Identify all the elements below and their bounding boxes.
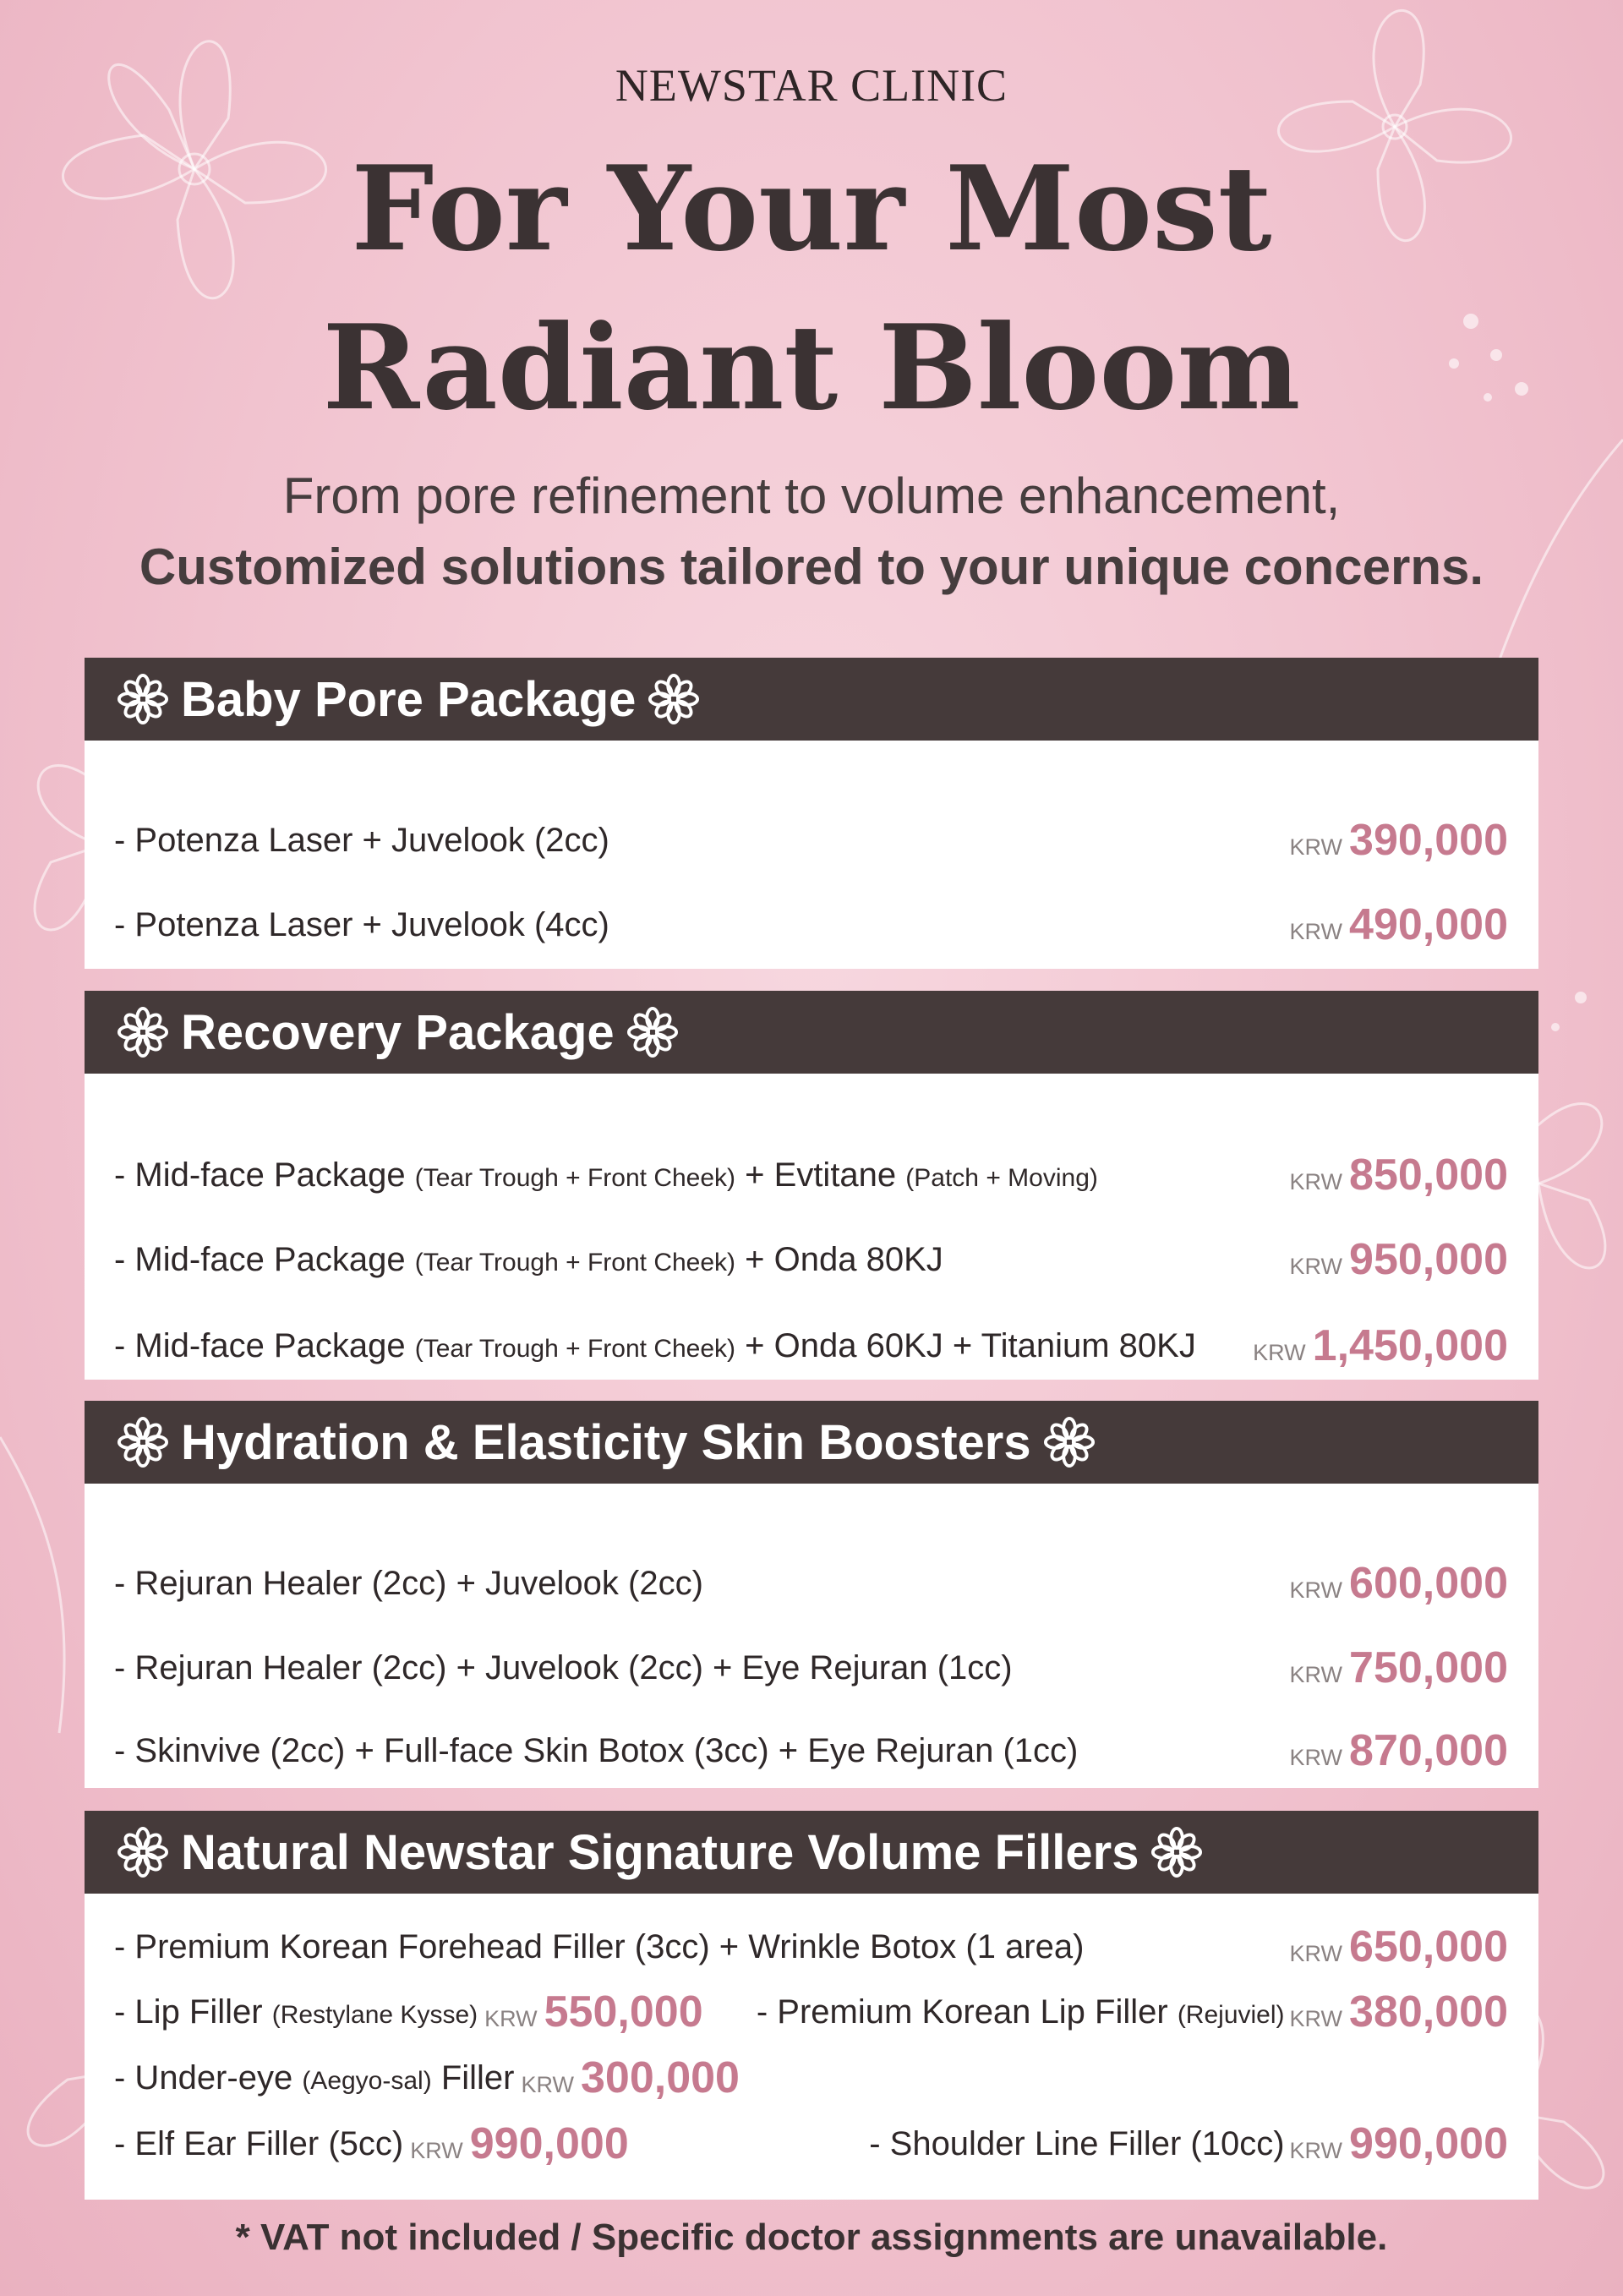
item-note: (Tear Trough + Front Cheek) bbox=[414, 1248, 736, 1276]
filler-line bbox=[114, 1980, 1508, 2044]
list-item bbox=[114, 1636, 1508, 1700]
item-name: - Rejuran Healer (2cc) + Juvelook (2cc) bbox=[114, 1564, 703, 1602]
section-body-volume-fillers bbox=[85, 1894, 1538, 2200]
item-name bbox=[114, 2059, 514, 2097]
section-body-skin-boosters bbox=[85, 1484, 1538, 1788]
item-name: - Potenza Laser + Juvelook (2cc) bbox=[114, 821, 609, 859]
price-amount: 600,000 bbox=[1349, 1559, 1508, 1608]
price-amount: 1,450,000 bbox=[1312, 1321, 1508, 1370]
list-item bbox=[114, 893, 1508, 957]
price-amount: 990,000 bbox=[1349, 2119, 1508, 2168]
item-name bbox=[114, 1993, 478, 2031]
price-amount: 990,000 bbox=[469, 2119, 629, 2168]
filler-line bbox=[114, 2112, 1508, 2176]
item-name: - Shoulder Line Filler (10cc) bbox=[869, 2124, 1285, 2162]
item-price bbox=[1290, 1643, 1508, 1693]
currency-label: KRW bbox=[484, 2006, 538, 2031]
headline-line-2: Radiant Bloom bbox=[322, 298, 1301, 436]
section-body-recovery bbox=[85, 1074, 1538, 1380]
flower-icon bbox=[117, 1826, 169, 1878]
item-name-part: + Evtitane bbox=[735, 1156, 906, 1194]
item-note: (Patch + Moving) bbox=[905, 1163, 1098, 1192]
item-name-part: - Under-eye bbox=[114, 2058, 303, 2096]
flower-icon bbox=[117, 673, 169, 725]
item-price bbox=[1290, 1558, 1508, 1609]
list-item bbox=[114, 1227, 1508, 1292]
item-name: - Elf Ear Filler (5cc) bbox=[114, 2124, 404, 2162]
section-title: Baby Pore Package bbox=[181, 671, 637, 727]
list-item bbox=[114, 1551, 1508, 1615]
section-body-baby-pore bbox=[85, 741, 1538, 969]
currency-label: KRW bbox=[1289, 1662, 1343, 1687]
item-price bbox=[521, 2053, 739, 2103]
currency-label: KRW bbox=[1289, 1577, 1343, 1603]
item-note: (Restylane Kysse) bbox=[271, 2000, 478, 2029]
item-note: (Tear Trough + Front Cheek) bbox=[414, 1334, 736, 1363]
headline-line-1: For Your Most bbox=[351, 139, 1272, 277]
item-note: (Rejuviel) bbox=[1177, 2000, 1285, 2029]
item-name: - Skinvive (2cc) + Full-face Skin Botox (3cc) + Eye Rejuran (1cc) bbox=[114, 1731, 1079, 1769]
flower-icon bbox=[1043, 1416, 1096, 1468]
item-name-part: - Premium Korean Lip Filler bbox=[756, 1993, 1178, 2031]
price-amount: 390,000 bbox=[1349, 816, 1508, 865]
item-name bbox=[114, 1327, 1196, 1365]
item-price bbox=[1290, 1922, 1508, 1972]
price-amount: 550,000 bbox=[544, 1987, 703, 2036]
item-name: - Rejuran Healer (2cc) + Juvelook (2cc) + Eye Rejuran (1cc) bbox=[114, 1648, 1013, 1686]
item-price bbox=[1290, 1725, 1508, 1776]
item-name-part: - Mid-face Package bbox=[114, 1326, 415, 1364]
price-amount: 300,000 bbox=[581, 2053, 740, 2102]
item-name bbox=[114, 1241, 943, 1279]
price-amount: 380,000 bbox=[1349, 1987, 1508, 2036]
list-item bbox=[114, 2046, 740, 2110]
item-name-part: - Mid-face Package bbox=[114, 1240, 415, 1278]
flower-icon bbox=[117, 1416, 169, 1468]
price-amount: 850,000 bbox=[1349, 1151, 1508, 1200]
section-title: Natural Newstar Signature Volume Fillers bbox=[181, 1824, 1139, 1880]
item-price bbox=[1290, 2118, 1508, 2169]
clinic-brand: NEWSTAR CLINIC bbox=[615, 60, 1008, 111]
price-amount: 650,000 bbox=[1349, 1922, 1508, 1971]
section-header-baby-pore bbox=[85, 658, 1538, 741]
price-amount: 490,000 bbox=[1349, 900, 1508, 949]
currency-label: KRW bbox=[1289, 2138, 1343, 2163]
item-name-part: + Onda 80KJ bbox=[735, 1240, 943, 1278]
section-title: Recovery Package bbox=[181, 1004, 615, 1060]
item-name: - Premium Korean Forehead Filler (3cc) + Wrinkle Botox (1 area) bbox=[114, 1927, 1085, 1965]
list-item bbox=[114, 1314, 1508, 1378]
section-title: Hydration & Elasticity Skin Boosters bbox=[181, 1414, 1031, 1470]
item-price bbox=[1253, 1320, 1508, 1371]
currency-label: KRW bbox=[1289, 1254, 1343, 1279]
currency-label: KRW bbox=[1289, 834, 1343, 860]
item-name bbox=[114, 1156, 1098, 1194]
list-item bbox=[114, 1719, 1508, 1783]
list-item bbox=[114, 1980, 703, 2044]
price-amount: 950,000 bbox=[1349, 1235, 1508, 1284]
flower-icon bbox=[117, 1006, 169, 1058]
list-item bbox=[114, 1915, 1508, 1979]
list-item bbox=[869, 2112, 1508, 2176]
item-note: (Tear Trough + Front Cheek) bbox=[414, 1163, 736, 1192]
item-price bbox=[1290, 1234, 1508, 1285]
list-item bbox=[114, 808, 1508, 872]
price-amount: 750,000 bbox=[1349, 1643, 1508, 1692]
item-name-part: - Mid-face Package bbox=[114, 1156, 415, 1194]
item-name: - Potenza Laser + Juvelook (4cc) bbox=[114, 905, 609, 943]
section-header-volume-fillers bbox=[85, 1811, 1538, 1894]
item-price bbox=[1290, 899, 1508, 950]
subheadline-line-1: From pore refinement to volume enhancement, bbox=[282, 467, 1341, 524]
item-price bbox=[1290, 1150, 1508, 1200]
item-name bbox=[757, 1993, 1285, 2031]
item-name-part: Filler bbox=[431, 2058, 515, 2096]
item-note: (Aegyo-sal) bbox=[302, 2066, 432, 2095]
price-amount: 870,000 bbox=[1349, 1726, 1508, 1775]
currency-label: KRW bbox=[521, 2072, 574, 2097]
item-name-part: - Lip Filler bbox=[114, 1993, 272, 2031]
subheadline-line-2: Customized solutions tailored to your unique concerns. bbox=[139, 538, 1484, 595]
list-item bbox=[114, 1143, 1508, 1207]
flower-icon bbox=[626, 1006, 679, 1058]
currency-label: KRW bbox=[1253, 1340, 1306, 1365]
item-price bbox=[1290, 1987, 1508, 2037]
section-header-skin-boosters bbox=[85, 1401, 1538, 1484]
footnote: * VAT not included / Specific doctor assignments are unavailable. bbox=[235, 2217, 1388, 2258]
flower-icon bbox=[648, 673, 700, 725]
currency-label: KRW bbox=[1289, 1169, 1343, 1194]
section-header-recovery bbox=[85, 991, 1538, 1074]
item-price bbox=[410, 2118, 628, 2169]
currency-label: KRW bbox=[1289, 2006, 1343, 2031]
item-price bbox=[484, 1987, 702, 2037]
currency-label: KRW bbox=[1289, 919, 1343, 944]
item-price bbox=[1290, 815, 1508, 866]
list-item bbox=[757, 1980, 1508, 2044]
filler-line bbox=[114, 2046, 1508, 2110]
currency-label: KRW bbox=[1289, 1745, 1343, 1770]
list-item bbox=[114, 2112, 629, 2176]
currency-label: KRW bbox=[410, 2138, 463, 2163]
flower-icon bbox=[1150, 1826, 1203, 1878]
currency-label: KRW bbox=[1289, 1941, 1343, 1966]
item-name-part: + Onda 60KJ + Titanium 80KJ bbox=[735, 1326, 1196, 1364]
